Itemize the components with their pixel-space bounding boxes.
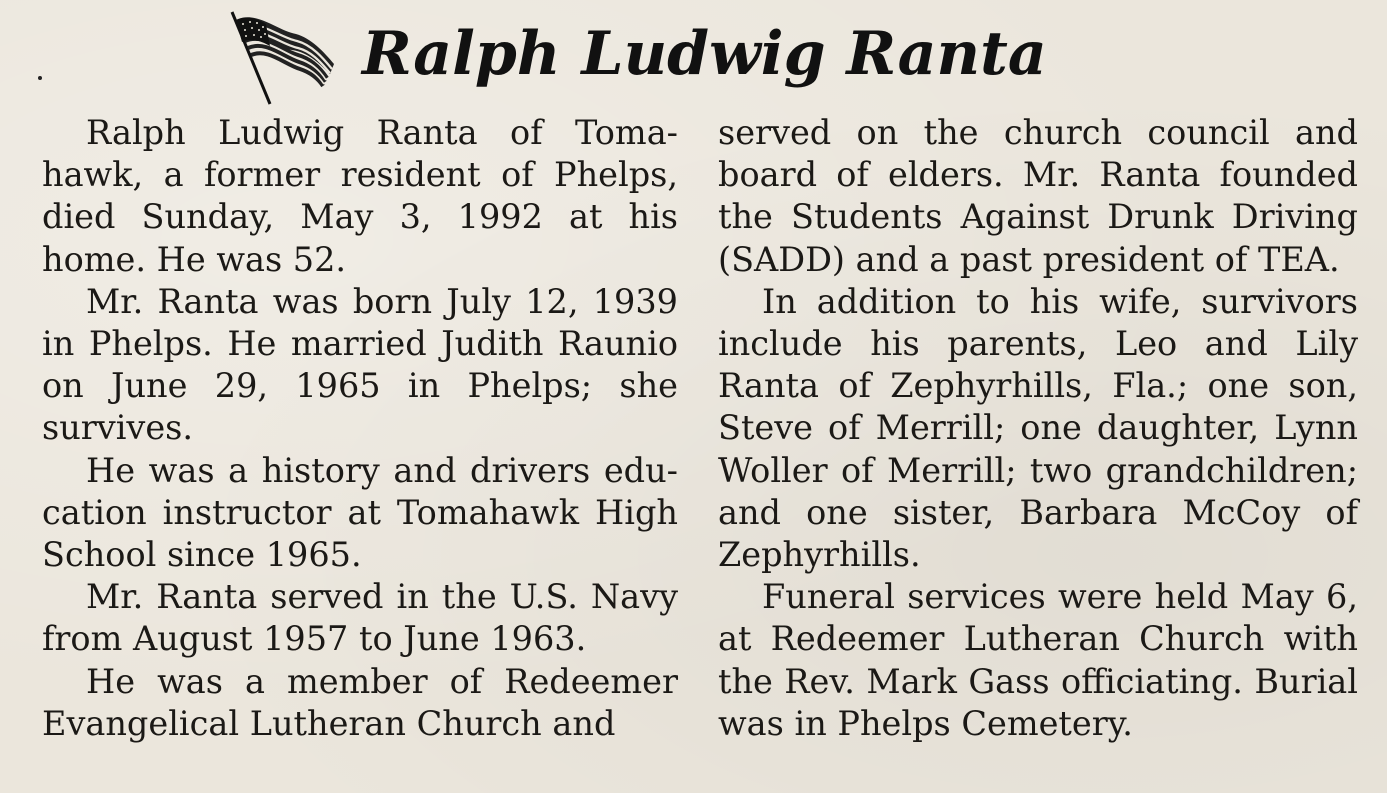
article-paragraph: served on the church council and board of elders. Mr. Ranta founded the Students Against Drunk Driving (SADD) and a past president of TEA. <box>718 113 1358 279</box>
obituary-headline: Ralph Ludwig Ranta <box>362 19 1047 89</box>
article-paragraph: Ralph Ludwig Ranta of Tomahawk, a former resident of Phelps, died Sunday, May 3, 1992 at his home. He was 52. <box>42 113 678 279</box>
article-paragraph: Mr. Ranta was born July 12, 1939 in Phelps. He married Judith Raunio on June 29, 1965 in Phelps; she survives. <box>42 281 678 448</box>
article-paragraph: In addition to his wife, survivors include his parents, Leo and Lily Ranta of Zephyrhills, Fla.; one son, Steve of Merrill; one daughter, Lynn Woller of Merrill; two grandchildren; and one sister, Barbara McCoy of Zephyrhills. <box>718 281 1358 575</box>
american-flag-icon <box>226 8 338 106</box>
article-paragraph: Funeral services were held May 6, at Redeemer Lutheran Church with the Rev. Mark Gass officiating. Burial was in Phelps Cemetery. <box>718 577 1358 743</box>
article-paragraph: He was a member of Redeemer Evangelical Lutheran Church and <box>42 661 678 743</box>
article-column-right <box>718 112 1358 745</box>
article-paragraph: Mr. Ranta served in the U.S. Navy from August 1957 to June 1963. <box>42 577 678 659</box>
article-paragraph: He was a history and drivers education instructor at Tomahawk High School since 1965. <box>42 450 678 575</box>
article-column-left <box>42 112 678 745</box>
print-speck <box>38 76 42 80</box>
